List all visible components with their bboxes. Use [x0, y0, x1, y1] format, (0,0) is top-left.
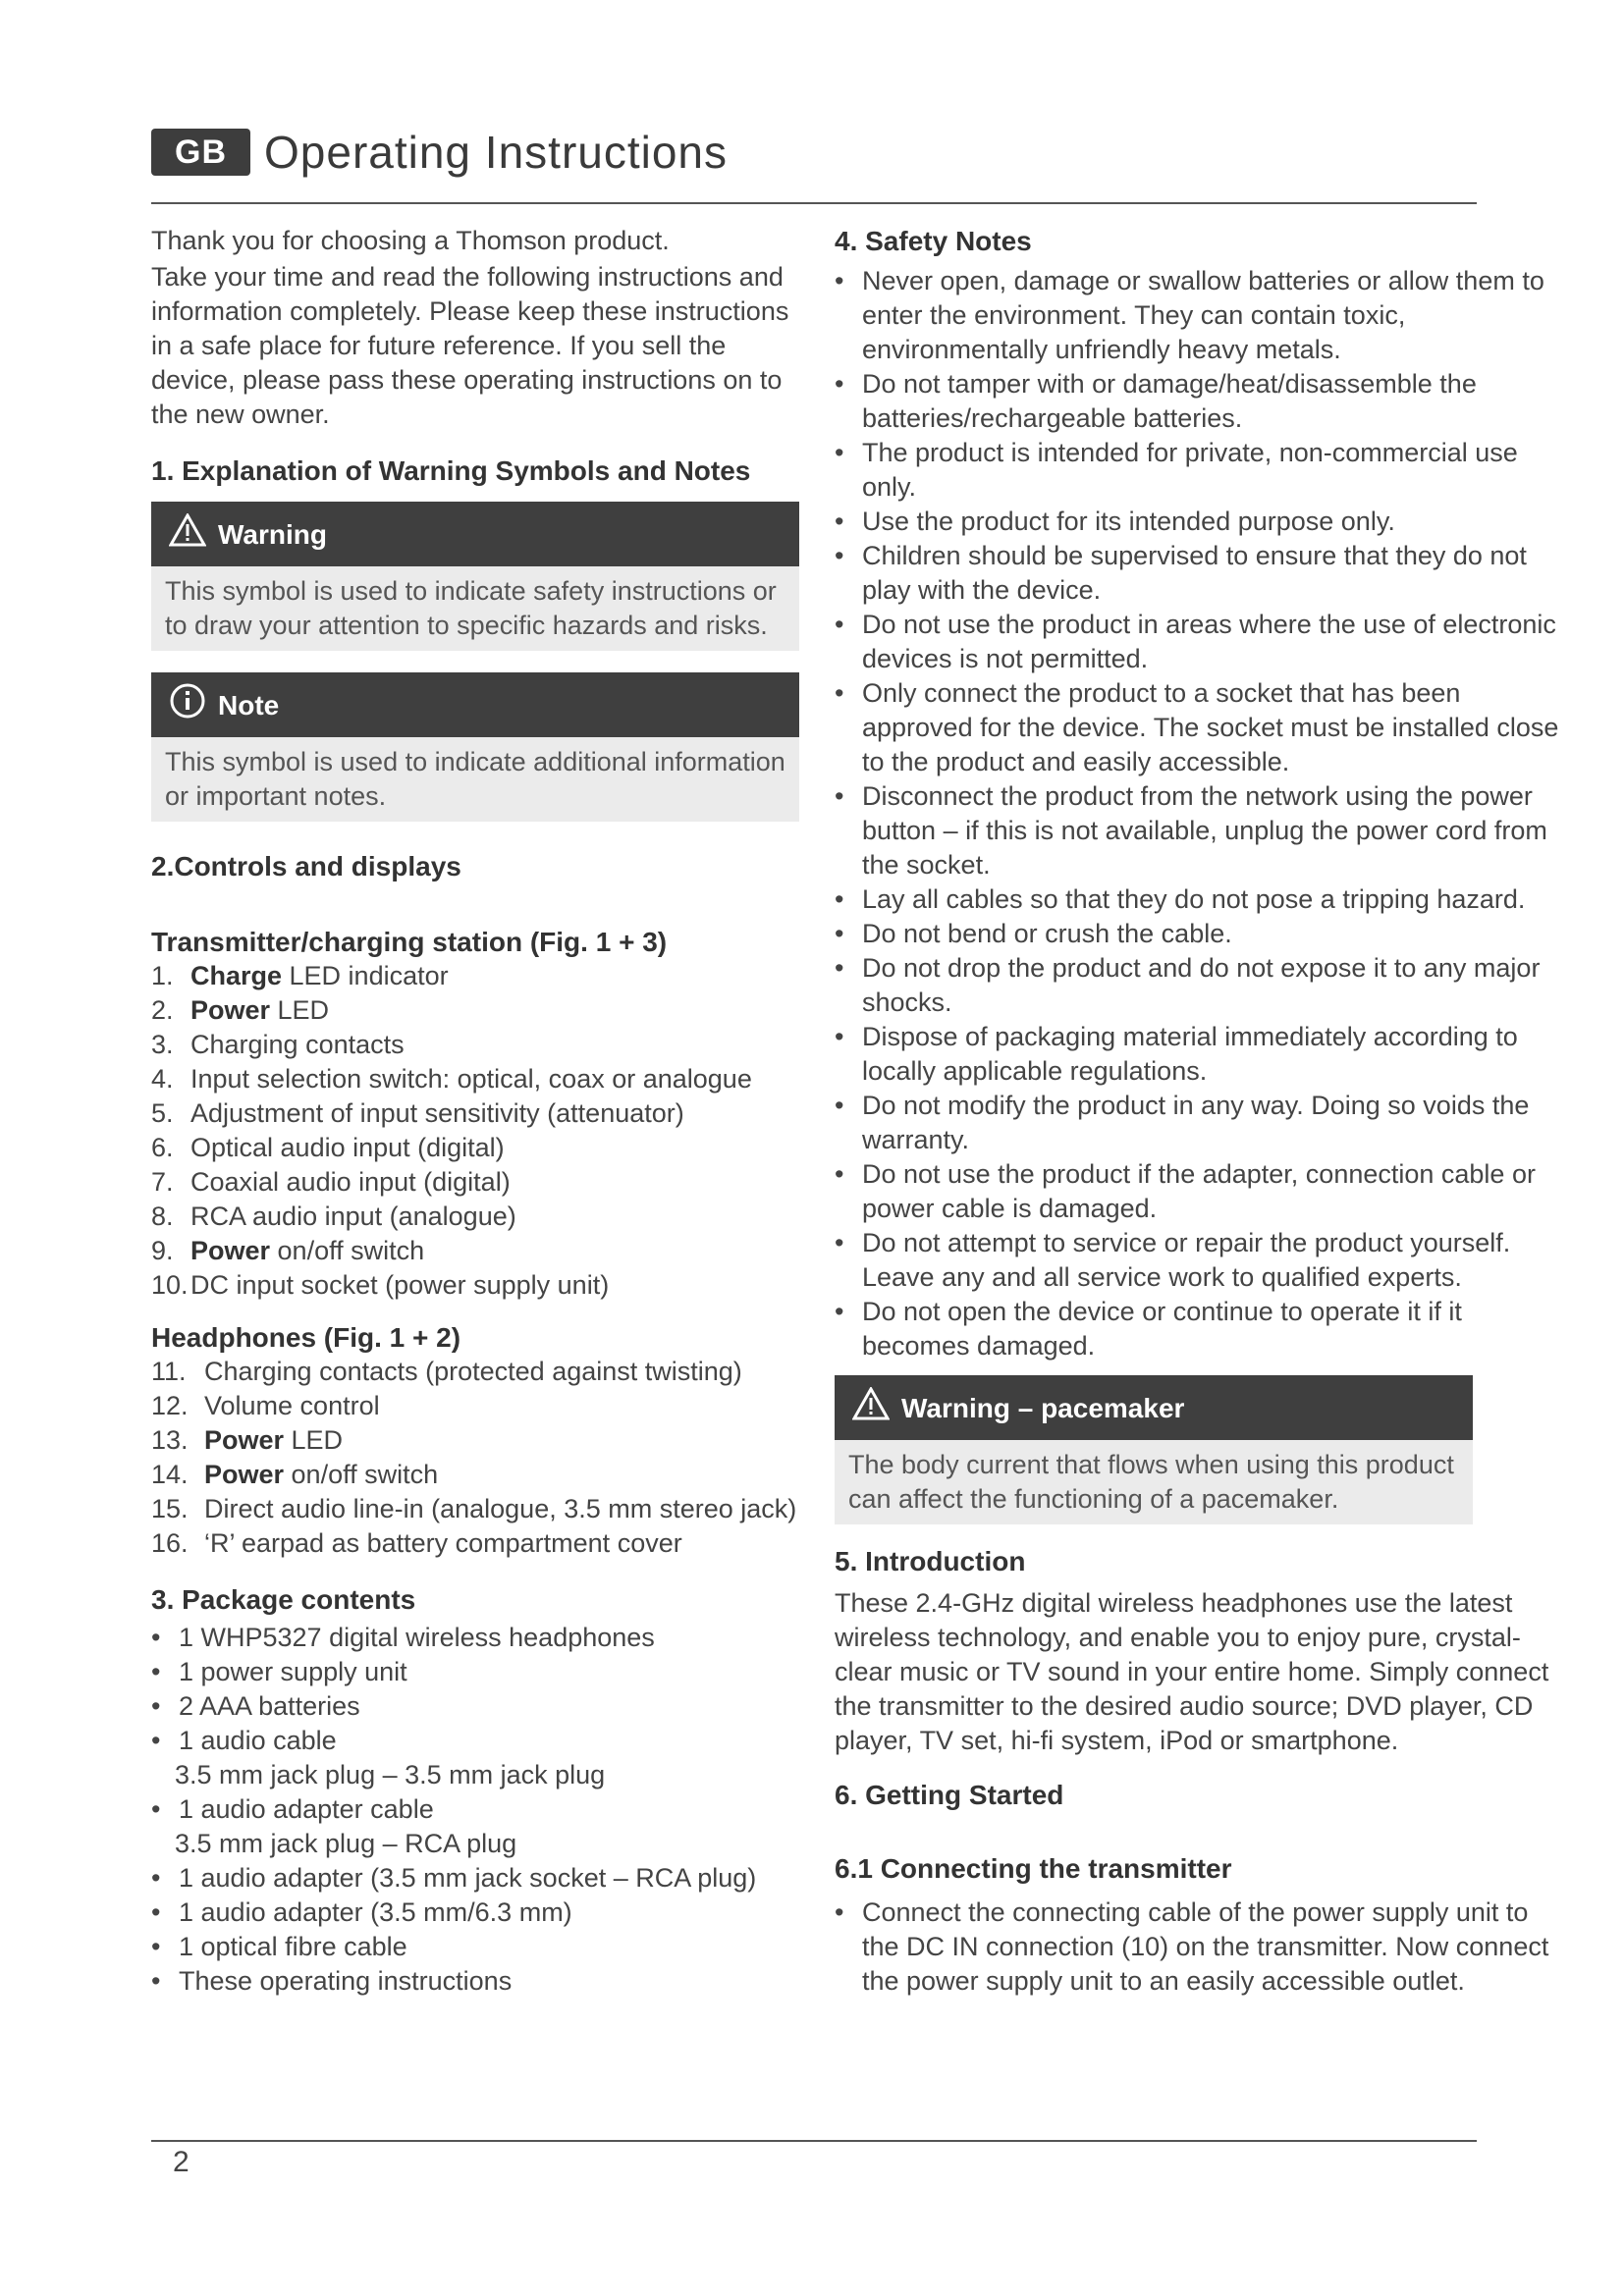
- list-item: • Do not use the product in areas where the use of electronic devices is not permitted.: [835, 608, 1571, 676]
- bullet-dot: •: [835, 1022, 844, 1051]
- getting-started-list: [835, 1896, 1571, 1999]
- bullet-dot: •: [835, 1297, 844, 1326]
- list-item: • Only connect the product to a socket that has been approved for the device. The socket must be installed close to the product and easily accessible.: [835, 676, 1571, 779]
- list-item: 2. Power LED: [151, 995, 330, 1025]
- bullet-dot: •: [835, 610, 844, 639]
- intro-paragraph: Take your time and read the following instructions and information completely. Please keep these instructions in a safe place for future reference. If you sell the device, please pass these operating instructions on to the new owner.: [151, 262, 789, 429]
- left-column: [151, 224, 799, 1999]
- list-item: • Connect the connecting cable of the power supply unit to the DC IN connection (10) on the transmitter. Now connect the power supply unit to an easily accessible outlet.: [835, 1896, 1571, 1999]
- list-item: • 1 audio adapter (3.5 mm/6.3 mm): [151, 1896, 799, 1930]
- pacemaker-box-title: Warning – pacemaker: [901, 1392, 1185, 1423]
- bullet-dot: •: [151, 1691, 161, 1721]
- bullet-dot: •: [835, 953, 844, 983]
- list-item: • 1 WHP5327 digital wireless headphones: [151, 1621, 799, 1655]
- introduction-text: These 2.4-GHz digital wireless headphones use the latest wireless technology, and enable you to enjoy pure, crystal-clear music or TV sound in your entire home. Simply connect the transmitter to the desired audio source; DVD player, CD player, TV set, hi-fi system, iPod or smartphone.: [835, 1588, 1549, 1755]
- list-item: 16. ‘R’ earpad as battery compartment cover: [151, 1528, 682, 1558]
- headphones-list: [151, 1355, 799, 1561]
- list-item: • Never open, damage or swallow batteries or allow them to enter the environment. They can contain toxic, environmentally unfriendly heavy metals.: [835, 264, 1571, 367]
- bullet-dot: •: [835, 1159, 844, 1189]
- page-title: Operating Instructions: [264, 127, 729, 178]
- list-item: 6. Optical audio input (digital): [151, 1133, 505, 1162]
- list-item: • Do not open the device or continue to operate it if it becomes damaged.: [835, 1295, 1571, 1363]
- page-number: 2: [173, 2146, 189, 2178]
- list-item-sub: 3.5 mm jack plug – RCA plug: [175, 1829, 517, 1858]
- info-circle-icon: [169, 682, 206, 727]
- list-item: • Dispose of packaging material immediately according to locally applicable regulations.: [835, 1020, 1571, 1089]
- list-item: • Use the product for its intended purpose only.: [835, 505, 1571, 539]
- list-item: 10. DC input socket (power supply unit): [151, 1270, 610, 1300]
- bullet-dot: •: [835, 1091, 844, 1120]
- list-item: • Do not bend or crush the cable.: [835, 917, 1571, 951]
- bullet-dot: •: [835, 884, 844, 914]
- list-item: 1. Charge LED indicator: [151, 961, 449, 990]
- list-item: • 1 audio cable: [151, 1724, 799, 1758]
- list-item: • 1 audio adapter (3.5 mm jack socket – RCA plug): [151, 1861, 799, 1896]
- package-list: [151, 1621, 799, 1999]
- section2-heading: 2.Controls and displays: [151, 851, 461, 881]
- section3-heading: 3. Package contents: [151, 1584, 416, 1615]
- pacemaker-box-text: The body current that flows when using this product can affect the functioning of a pacemaker.: [835, 1440, 1473, 1524]
- note-box-title: Note: [218, 689, 280, 721]
- bullet-dot: •: [835, 1228, 844, 1257]
- bullet-dot: •: [835, 438, 844, 467]
- list-item-sub: 3.5 mm jack plug – 3.5 mm jack plug: [175, 1760, 606, 1789]
- safety-list: [835, 264, 1571, 1363]
- list-item: • Disconnect the product from the network using the power button – if this is not available, unplug the power cord from the socket.: [835, 779, 1571, 882]
- bullet-dot: •: [835, 678, 844, 708]
- note-box-text: This symbol is used to indicate additional information or important notes.: [151, 737, 799, 822]
- list-item: • Lay all cables so that they do not pose a tripping hazard.: [835, 882, 1571, 917]
- list-item: • The product is intended for private, non-commercial use only.: [835, 436, 1571, 505]
- list-item: 14. Power on/off switch: [151, 1460, 439, 1489]
- bullet-dot: •: [151, 1657, 161, 1686]
- list-item: 7. Coaxial audio input (digital): [151, 1167, 511, 1197]
- bullet-dot: •: [835, 541, 844, 570]
- bullet-dot: •: [835, 781, 844, 811]
- list-item: • 2 AAA batteries: [151, 1689, 799, 1724]
- bullet-dot: •: [835, 919, 844, 948]
- list-item: 13. Power LED: [151, 1425, 344, 1455]
- warning-box-text: This symbol is used to indicate safety instructions or to draw your attention to specific hazards and risks.: [151, 566, 799, 651]
- page-header: [151, 126, 728, 179]
- bullet-dot: •: [835, 507, 844, 536]
- transmitter-heading: Transmitter/charging station (Fig. 1 + 3): [151, 927, 668, 957]
- header-rule: [151, 202, 1477, 204]
- bullet-dot: •: [835, 369, 844, 399]
- right-column: [835, 224, 1571, 1999]
- list-item: 15. Direct audio line-in (analogue, 3.5 mm stereo jack): [151, 1494, 797, 1523]
- list-item: • Children should be supervised to ensure that they do not play with the device.: [835, 539, 1571, 608]
- note-box: [151, 672, 799, 822]
- list-item: 4. Input selection switch: optical, coax or analogue: [151, 1064, 752, 1094]
- list-item: • Do not attempt to service or repair the product yourself. Leave any and all service work to qualified experts.: [835, 1226, 1571, 1295]
- list-item: • Do not tamper with or damage/heat/disassemble the batteries/rechargeable batteries.: [835, 367, 1571, 436]
- transmitter-list: [151, 959, 799, 1303]
- note-box-header: [151, 672, 799, 737]
- headphones-heading: Headphones (Fig. 1 + 2): [151, 1322, 461, 1353]
- list-item: 12. Volume control: [151, 1391, 380, 1420]
- list-item: • Do not use the product if the adapter, connection cable or power cable is damaged.: [835, 1157, 1571, 1226]
- section6-heading: 6. Getting Started: [835, 1780, 1064, 1810]
- pacemaker-warning-box: [835, 1375, 1473, 1524]
- list-item: 3. Charging contacts: [151, 1030, 405, 1059]
- list-item: 5. Adjustment of input sensitivity (attenuator): [151, 1098, 684, 1128]
- bullet-dot: •: [151, 1932, 161, 1961]
- warning-box-title: Warning: [218, 518, 327, 550]
- pacemaker-box-header: [835, 1375, 1473, 1440]
- list-item: • Do not modify the product in any way. Doing so voids the warranty.: [835, 1089, 1571, 1157]
- bullet-dot: •: [151, 1794, 161, 1824]
- bullet-dot: •: [151, 1897, 161, 1927]
- warning-triangle-icon: [852, 1387, 890, 1428]
- bullet-dot: •: [151, 1726, 161, 1755]
- bullet-dot: •: [835, 266, 844, 295]
- section5-heading: 5. Introduction: [835, 1546, 1026, 1576]
- section6-1-heading: 6.1 Connecting the transmitter: [835, 1853, 1232, 1884]
- language-badge: GB: [151, 129, 250, 176]
- bullet-dot: •: [151, 1623, 161, 1652]
- bullet-dot: •: [835, 1897, 844, 1927]
- warning-triangle-icon: [169, 513, 206, 555]
- warning-box-header: [151, 502, 799, 566]
- list-item: • These operating instructions: [151, 1964, 799, 1999]
- bullet-dot: •: [151, 1966, 161, 1996]
- list-item: 11. Charging contacts (protected against twisting): [151, 1357, 742, 1386]
- warning-box: [151, 502, 799, 651]
- footer-rule: [151, 2140, 1477, 2142]
- list-item: • 1 optical fibre cable: [151, 1930, 799, 1964]
- section4-heading: 4. Safety Notes: [835, 226, 1032, 256]
- section1-heading: 1. Explanation of Warning Symbols and Notes: [151, 455, 751, 486]
- intro-thanks: Thank you for choosing a Thomson product.: [151, 226, 670, 255]
- list-item: 8. RCA audio input (analogue): [151, 1201, 516, 1231]
- bullet-dot: •: [151, 1863, 161, 1893]
- list-item: • 1 audio adapter cable: [151, 1792, 799, 1827]
- list-item: 9. Power on/off switch: [151, 1236, 425, 1265]
- list-item: • Do not drop the product and do not expose it to any major shocks.: [835, 951, 1571, 1020]
- list-item: • 1 power supply unit: [151, 1655, 799, 1689]
